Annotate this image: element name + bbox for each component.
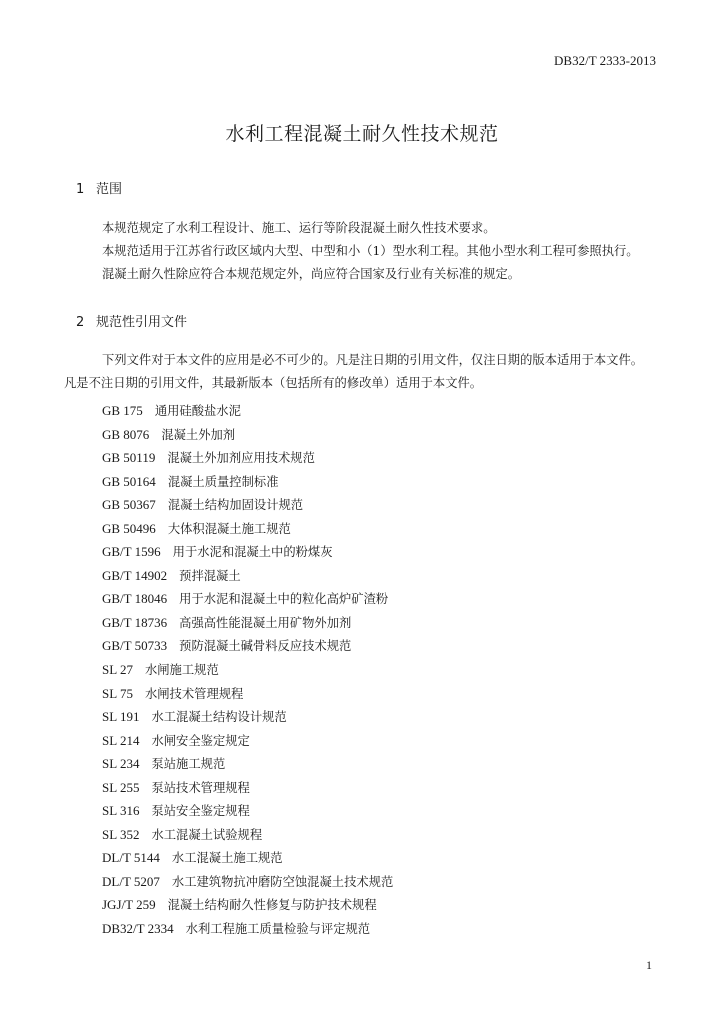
paragraph: 混凝土耐久性除应符合本规范规定外，尚应符合国家及行业有关标准的规定。 xyxy=(102,267,521,281)
reference-name: 混凝土质量控制标准 xyxy=(167,474,279,489)
reference-code: GB/T 50733 xyxy=(102,638,168,654)
reference-item xyxy=(102,587,393,611)
reference-code: GB/T 14902 xyxy=(102,567,168,583)
reference-item xyxy=(102,799,393,823)
reference-code: SL 352 xyxy=(102,826,140,842)
section-heading-scope xyxy=(76,178,122,197)
reference-name: 水工混凝土施工规范 xyxy=(171,851,283,866)
section-title: 范围 xyxy=(96,182,123,197)
reference-code: SL 316 xyxy=(102,803,140,819)
reference-item xyxy=(102,470,393,494)
paragraph: 本规范适用于江苏省行政区域内大型、中型和小（1）型水利工程。其他小型水利工程可参照执行。 xyxy=(102,244,639,258)
reference-name: 水工建筑物抗冲磨防空蚀混凝土技术规范 xyxy=(171,874,394,889)
reference-code: DB32/T 2334 xyxy=(102,921,174,937)
reference-name: 水闸施工规范 xyxy=(144,663,219,678)
reference-code: SL 191 xyxy=(102,709,140,725)
section-number: 2 xyxy=(76,315,85,330)
reference-item xyxy=(102,776,393,800)
reference-name: 水工混凝土结构设计规范 xyxy=(151,710,287,725)
reference-name: 高强高性能混凝土用矿物外加剂 xyxy=(179,615,352,630)
reference-item xyxy=(102,752,393,776)
reference-code: GB/T 1596 xyxy=(102,544,161,560)
reference-item xyxy=(102,446,393,470)
reference-item xyxy=(102,893,393,917)
reference-name: 混凝土外加剂应用技术规范 xyxy=(167,451,315,466)
reference-item xyxy=(102,540,393,564)
section-title: 规范性引用文件 xyxy=(96,315,188,330)
section-number: 1 xyxy=(76,182,85,197)
reference-name: 用于水泥和混凝土中的粉煤灰 xyxy=(172,545,333,560)
reference-code: DL/T 5207 xyxy=(102,873,160,889)
reference-name: 泵站安全鉴定规程 xyxy=(151,804,250,819)
reference-list xyxy=(102,399,393,941)
reference-name: 预防混凝土碱骨料反应技术规范 xyxy=(179,639,352,654)
reference-name: 水利工程施工质量检验与评定规范 xyxy=(185,922,371,937)
reference-code: GB 50164 xyxy=(102,473,156,489)
reference-item xyxy=(102,658,393,682)
reference-name: 预拌混凝土 xyxy=(179,568,241,583)
reference-code: SL 27 xyxy=(102,662,133,678)
reference-code: GB 50367 xyxy=(102,497,156,513)
reference-code: SL 234 xyxy=(102,756,140,772)
reference-name: 混凝土结构加固设计规范 xyxy=(167,498,304,513)
standard-code: DB32/T 2333-2013 xyxy=(554,53,656,68)
paragraph: 本规范规定了水利工程设计、施工、运行等阶段混凝土耐久性技术要求。 xyxy=(102,221,496,235)
reference-name: 混凝土结构耐久性修复与防护技术规程 xyxy=(167,898,377,913)
reference-item xyxy=(102,493,393,517)
reference-item xyxy=(102,705,393,729)
reference-code: GB 8076 xyxy=(102,426,150,442)
reference-code: JGJ/T 259 xyxy=(102,897,156,913)
reference-code: SL 75 xyxy=(102,685,133,701)
reference-name: 泵站技术管理规程 xyxy=(151,780,250,795)
section-heading-normative-references xyxy=(76,311,187,330)
reference-item xyxy=(102,823,393,847)
reference-code: GB 50496 xyxy=(102,520,156,536)
reference-name: 水工混凝土试验规程 xyxy=(151,827,263,842)
reference-item xyxy=(102,611,393,635)
reference-item xyxy=(102,564,393,588)
reference-code: SL 255 xyxy=(102,779,140,795)
reference-code: GB/T 18736 xyxy=(102,614,168,630)
reference-code: SL 214 xyxy=(102,732,140,748)
reference-item xyxy=(102,870,393,894)
paragraph: 下列文件对于本文件的应用是必不可少的。凡是注日期的引用文件，仅注日期的版本适用于本文件。 xyxy=(102,353,644,367)
reference-item xyxy=(102,917,393,941)
reference-name: 泵站施工规范 xyxy=(151,757,226,772)
reference-code: DL/T 5144 xyxy=(102,850,160,866)
reference-item xyxy=(102,846,393,870)
reference-name: 水闸安全鉴定规定 xyxy=(151,733,250,748)
reference-name: 水闸技术管理规程 xyxy=(144,686,244,701)
reference-item xyxy=(102,517,393,541)
paragraph-continuation: 凡是不注日期的引用文件，其最新版本（包括所有的修改单）适用于本文件。 xyxy=(64,376,483,390)
reference-name: 用于水泥和混凝土中的粒化高炉矿渣粉 xyxy=(179,592,389,607)
reference-code: GB 50119 xyxy=(102,450,156,466)
reference-code: GB/T 18046 xyxy=(102,591,168,607)
reference-name: 通用硅酸盐水泥 xyxy=(154,404,241,418)
reference-item xyxy=(102,423,393,447)
reference-item xyxy=(102,634,393,658)
reference-name: 大体积混凝土施工规范 xyxy=(167,521,291,536)
document-title: 水利工程混凝土耐久性技术规范 xyxy=(225,123,499,145)
reference-name: 混凝土外加剂 xyxy=(161,427,236,442)
reference-item xyxy=(102,682,393,706)
reference-code: GB 175 xyxy=(102,403,143,418)
reference-item xyxy=(102,729,393,753)
reference-item xyxy=(102,399,393,423)
page-number: 1 xyxy=(646,958,652,972)
